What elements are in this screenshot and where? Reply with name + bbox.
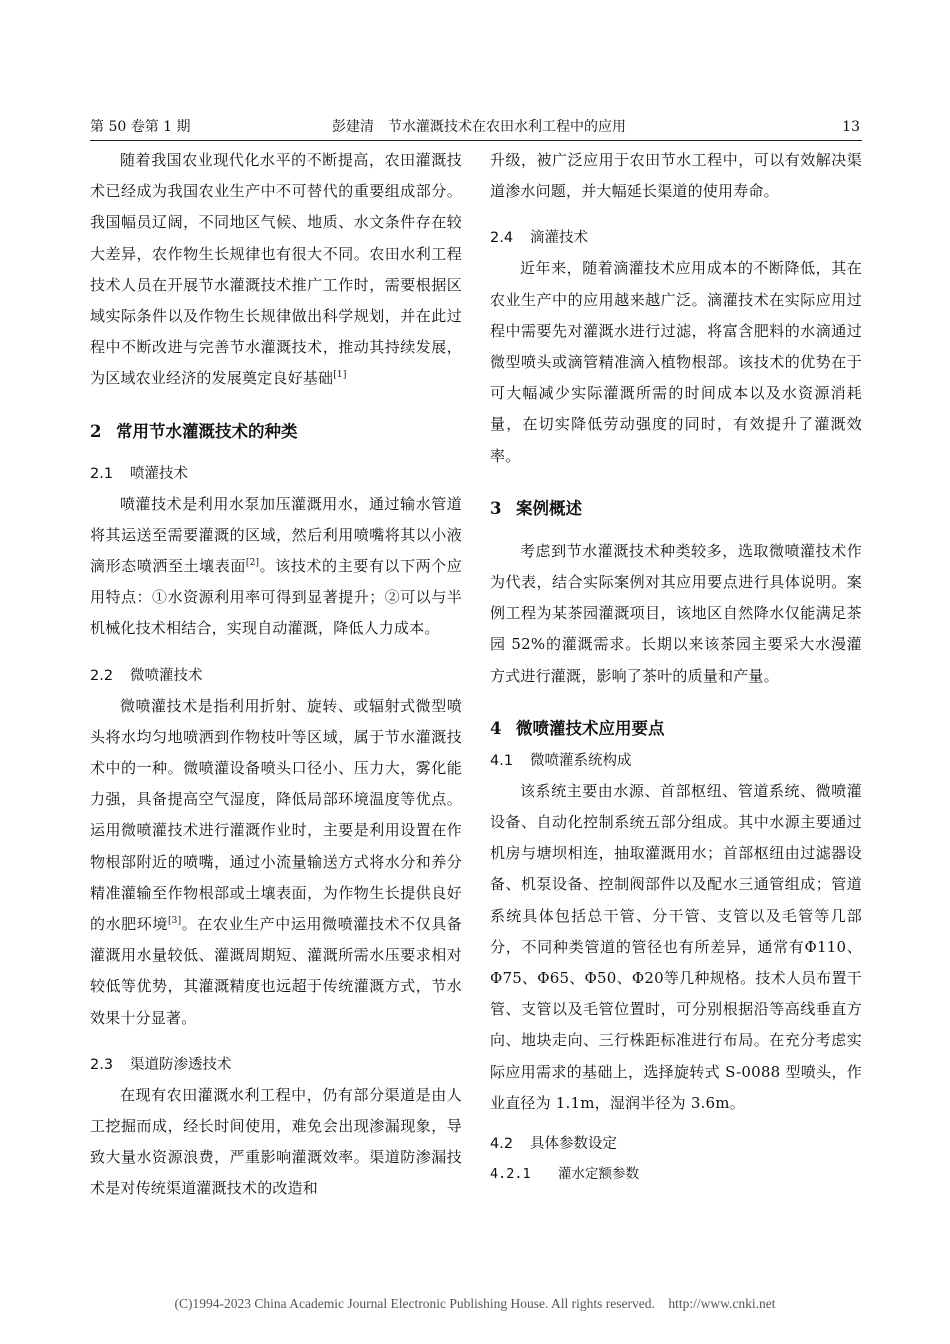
journal-volume: 第 50 卷第 1 期 [90, 119, 191, 135]
subsection-title: 微喷灌技术 [130, 667, 203, 684]
right-column [490, 145, 862, 1189]
body-text: 。在农业生产中运用微喷灌技术不仅具备灌溉用水量较低、灌溉周期短、灌溉所需水压要求相对较低等优势，其灌溉精度也远超于传统灌溉方式，节水效果十分显著。 [90, 915, 462, 1027]
section-title: 常用节水灌溉技术的种类 [116, 421, 298, 441]
intro-text: 随着我国农业现代化水平的不断提高，农田灌溉技术已经成为我国农业生产中不可替代的重要组成部分。我国幅员辽阔，不同地区气候、地质、水文条件存在较大差异，农作物生长规律也有很大不同。农田水利工程技术人员在开展节水灌溉技术推广工作时，需要根据区域实际条件以及作物生长规律做出科学规划，并在此过程中不断改进与完善节水灌溉技术，推动其持续发展，为区域农业经济的发展奠定良好基础 [90, 151, 462, 388]
page-number: 13 [842, 119, 860, 135]
header-article-title: 节水灌溉技术在农田水利工程中的应用 [388, 119, 626, 135]
copyright-footer [0, 1296, 950, 1312]
body-paragraph: 近年来，随着滴灌技术应用成本的不断降低，其在农业生产中的应用越来越广泛。滴灌技术在实际应用过程中需要先对灌溉水进行过滤，将富含肥料的水滴通过微型喷头或滴管精准滴入植物根部。该技术的优势在于可大幅减少实际灌溉所需的时间成本以及水资源消耗量，在切实降低劳动强度的同时，有效提升了灌溉效率。 [490, 259, 862, 465]
subsection-heading [490, 746, 862, 776]
subsection-heading [90, 661, 462, 691]
subsection-number: 2.1 [90, 465, 114, 482]
body-paragraph: 该系统主要由水源、首部枢纽、管道系统、微喷灌设备、自动化控制系统五部分组成。其中水源主要通过机房与塘坝相连，抽取灌溉用水；首部枢纽由过滤器设备、机泵设备、控制阀部件以及配水三通管组成；管道系统具体包括总干管、分干管、支管以及毛管等几部分，不同种类管道的管径也有所差异，通常有Φ110、Φ75、Φ65、Φ50、Φ20等几种规格。技术人员布置干管、支管以及毛管位置时，可分别根据沿等高线垂直方向、地块走向、三行株距标准进行布局。在充分考虑实际应用需求的基础上，选择旋转式 S-0088 型喷头，作业直径为 1.1m，湿润半径为 3.6m。 [490, 781, 862, 1112]
section-title: 微喷灌技术应用要点 [516, 718, 665, 738]
subsection-title: 具体参数设定 [530, 1136, 617, 1153]
citation: [3] [167, 916, 182, 927]
header-author: 彭建清 [332, 119, 374, 135]
section-number: 4 [490, 718, 502, 738]
citation: [2] [245, 558, 260, 569]
footer-url[interactable]: http://www.cnki.net [668, 1296, 776, 1311]
section-number: 3 [490, 498, 502, 518]
subsection-heading [490, 223, 862, 253]
intro-paragraph [90, 145, 462, 395]
running-header [90, 114, 862, 140]
left-column [90, 145, 462, 1205]
subsection-heading [90, 459, 462, 489]
subsubsection-number: 4.2.1 [490, 1166, 531, 1183]
body-paragraph [90, 691, 462, 1034]
subsection-number: 2.4 [490, 230, 514, 247]
body-text: 微喷灌技术是指利用折射、旋转、或辐射式微型喷头将水均匀地喷洒到作物枝叶等区域，属于节水灌溉技术中的一种。微喷灌设备喷头口径小、压力大，雾化能力强，具备提高空气湿度，降低局部环境温度等优点。运用微喷灌技术进行灌溉作业时，主要是利用设置在作物根部附近的喷嘴，通过小流量输送方式将水分和养分精准灌输至作物根部或土壤表面，为作物生长提供良好的水肥环境 [90, 696, 462, 934]
continued-paragraph: 升级，被广泛应用于农田节水工程中，可以有效解决渠道渗水问题，并大幅延长渠道的使用寿命。 [490, 151, 862, 201]
subsection-title: 微喷灌系统构成 [530, 752, 632, 769]
body-text: 。该技术的主要有以下两个应用特点：①水资源利用率可得到显著提升；②可以与半机械化技术相结合，实现自动灌溉，降低人力成本。 [90, 557, 462, 638]
subsection-heading [490, 1129, 862, 1159]
subsection-title: 喷灌技术 [130, 465, 188, 482]
copyright-text: (C)1994-2023 China Academic Journal Electronic Publishing House. All rights reserved. [174, 1296, 655, 1311]
subsection-number: 2.2 [90, 667, 114, 684]
subsection-title: 滴灌技术 [530, 230, 588, 247]
body-text: 喷灌技术是利用水泵加压灌溉用水，通过输水管道将其运送至需要灌溉的区域，然后利用喷嘴将其以小液滴形态喷洒至土壤表面 [90, 494, 462, 576]
header-title-line [332, 114, 626, 140]
body-paragraph: 考虑到节水灌溉技术种类较多，选取微喷灌技术作为代表，结合实际案例对其应用要点进行具体说明。案例工程为某茶园灌溉项目，该地区自然降水仅能满足茶园 52%的灌溉需求。长期以来该茶园主要采大水漫灌方式进行灌溉，影响了茶叶的质量和产量。 [490, 541, 862, 685]
subsection-title: 渠道防渗透技术 [130, 1056, 232, 1073]
subsection-heading [90, 1050, 462, 1080]
subsubsection-heading [490, 1159, 862, 1189]
section-title: 案例概述 [516, 498, 582, 518]
header-rule [90, 140, 862, 141]
subsection-number: 2.3 [90, 1056, 114, 1073]
section-heading [90, 415, 462, 449]
citation: [1] [333, 370, 347, 381]
subsection-number: 4.1 [490, 752, 514, 769]
body-paragraph [90, 489, 462, 645]
subsubsection-title: 灌水定额参数 [558, 1166, 639, 1183]
body-paragraph: 在现有农田灌溉水利工程中，仍有部分渠道是由人工挖掘而成，经长时间使用，难免会出现渗漏现象，导致大量水资源浪费，严重影响灌溉效率。渠道防渗漏技术是对传统渠道灌溉技术的改造和 [90, 1085, 462, 1198]
section-heading [490, 712, 862, 746]
section-heading [490, 492, 862, 526]
section-number: 2 [90, 421, 102, 441]
subsection-number: 4.2 [490, 1136, 514, 1153]
